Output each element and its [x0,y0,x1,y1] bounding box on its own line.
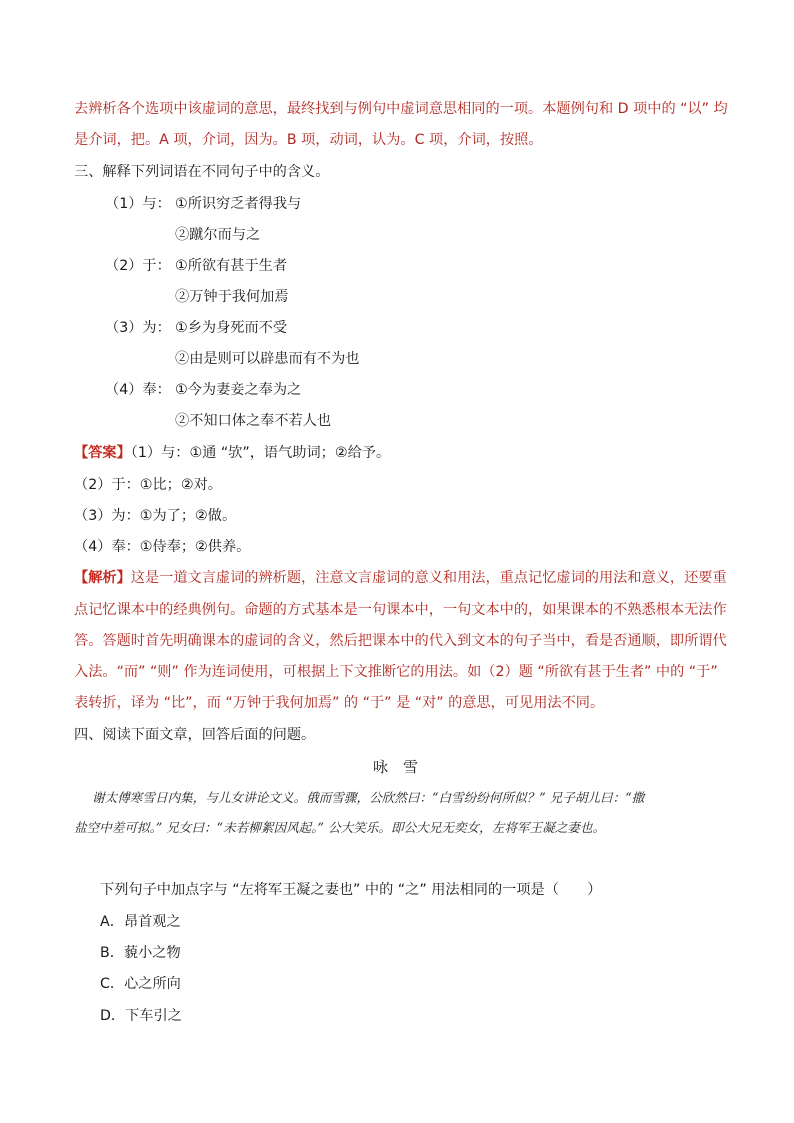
item-3-label: （3）为： [105,320,171,336]
question-text: 下列句子中加点字与 “左将军王凝之妻也” 中的 “之” 用法相同的一项是（ ） [100,882,602,898]
analysis-line-4: 入法。“而” “则” 作为连词使用，可根据上下文推断它的用法。如（2）题 “所欲有甚于生者” 中的 “于” [74,664,718,680]
item-2-sentence-b: ②万钟于我何加焉 [175,289,289,305]
prev-analysis-line-2: 是介词，把。A 项，介词，因为。B 项，动词，认为。C 项，介词，按照。 [74,132,543,148]
prev-analysis-line-1: 去辨析各个选项中该虚词的意思，最终找到与例句中虚词意思相同的一项。本题例句和 D 项中的 “以” 均 [74,101,728,117]
answer-line-2: （2）于：①比；②对。 [74,477,222,493]
option-a: A．昂首观之 [100,914,181,930]
passage-line-1: 谢太傅寒雪日内集，与儿女讲论文义。俄而雪骤，公欣然曰：“白雪纷纷何所似？” 兄子胡儿曰：“撒 [92,790,645,805]
answer-line-4: （4）奉：①侍奉；②供养。 [74,539,251,555]
answer-line-1 [74,443,390,463]
analysis-line-5: 表转折，译为 “比”，而 “万钟于我何加焉” 的 “于” 是 “对” 的意思，可见用法不同。 [74,695,605,711]
option-d: D．下车引之 [100,1008,182,1024]
passage-line-2: 盐空中差可拟。” 兄女曰：“未若柳絮因风起。” 公大笑乐。即公大兄无奕女，左将军王凝之妻也。 [74,820,606,835]
answer-line-3: （3）为：①为了；②做。 [74,508,237,524]
section3-heading: 三、解释下列词语在不同句子中的含义。 [74,164,330,180]
item-1-sentence-b: ②蹴尔而与之 [175,227,261,243]
section4-heading: 四、阅读下面文章，回答后面的问题。 [74,727,316,743]
answer-text-1: （1）与：①通 “欤”，语气助词；②给予。 [130,445,391,461]
analysis-tag: 【解析】 [74,570,131,586]
item-2-label: （2）于： [105,258,171,274]
item-4-label: （4）奉： [105,382,171,398]
item-1-sentence-a: ①所识穷乏者得我与 [175,196,302,212]
item-1-label: （1）与： [105,196,171,212]
item-4-sentence-b: ②不知口体之奉不若人也 [175,413,332,429]
item-2-sentence-a: ①所欲有甚于生者 [175,258,288,274]
item-3-sentence-a: ①乡为身死而不受 [175,320,288,336]
passage-title: 咏 雪 [373,758,419,776]
answer-tag: 【答案】 [74,445,131,461]
option-c: C．心之所向 [100,976,181,992]
item-4-sentence-a: ①今为妻妾之奉为之 [175,382,302,398]
analysis-line-3: 答。答题时首先明确课本的虚词的含义，然后把课本中的代入到文本的句子当中，看是否通顺，即所谓代 [74,633,727,649]
option-b: B．藐小之物 [100,945,181,961]
analysis-line-1 [74,568,727,588]
analysis-text-1: 这是一道文言虚词的辨析题，注意文言虚词的意义和用法，重点记忆虚词的用法和意义，还要重 [130,570,727,586]
item-3-sentence-b: ②由是则可以辟患而有不为也 [175,351,360,367]
analysis-line-2: 点记忆课本中的经典例句。命题的方式基本是一句课本中，一句文本中的，如果课本的不熟悉根本无法作 [74,602,727,618]
